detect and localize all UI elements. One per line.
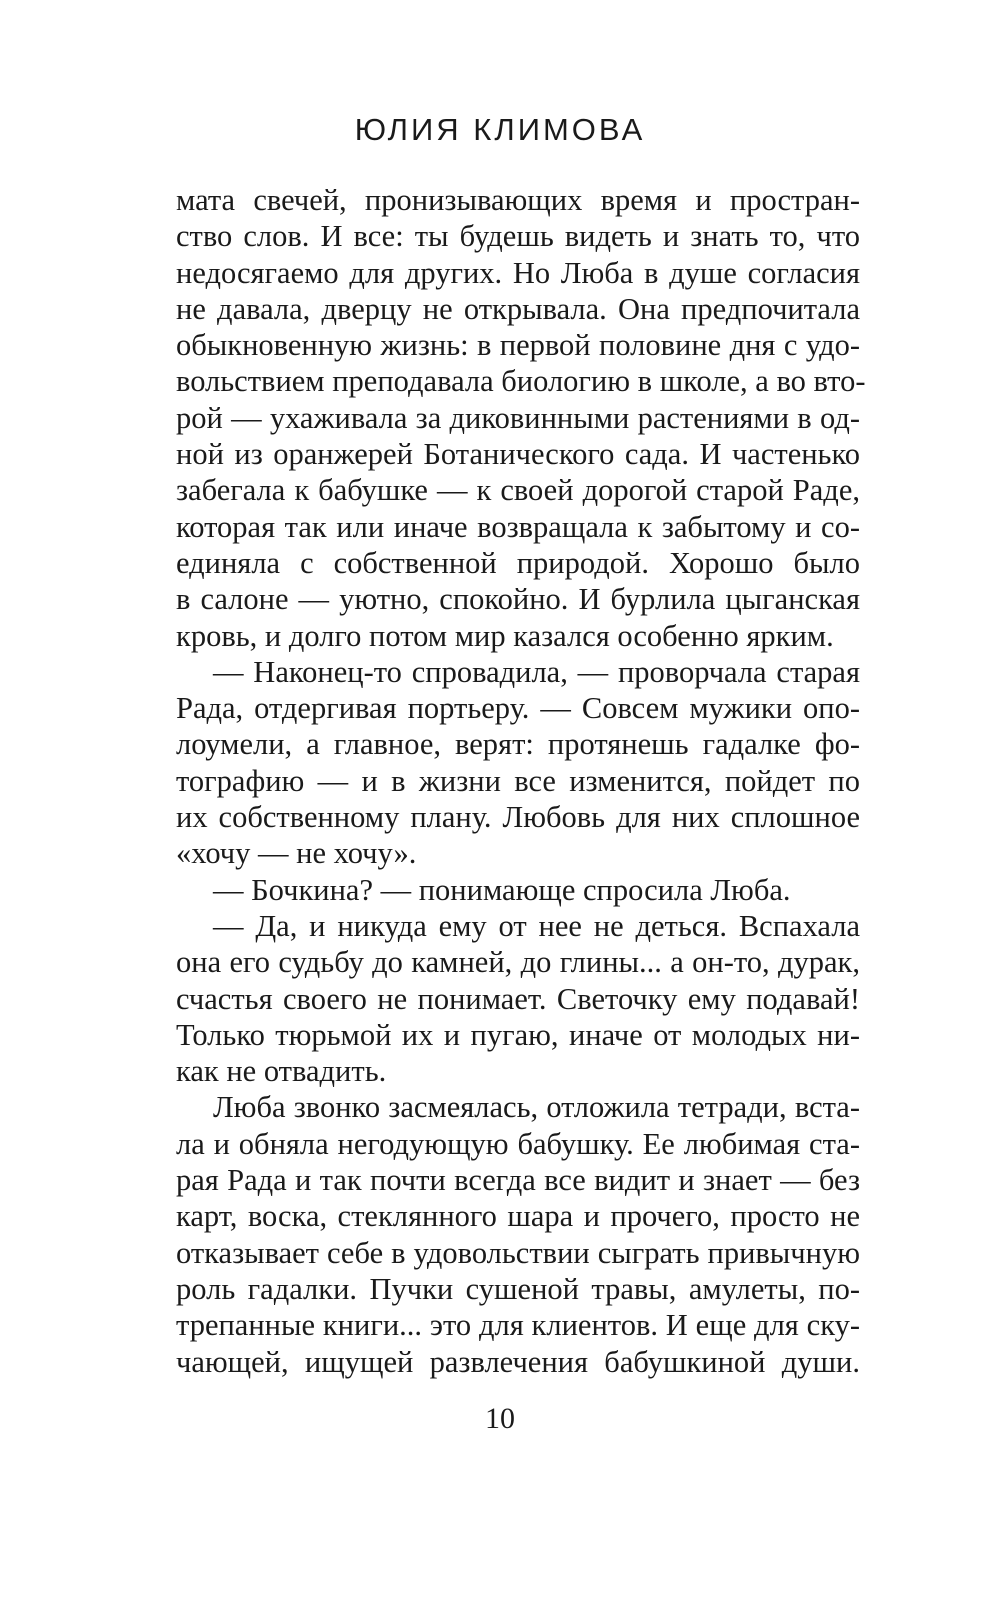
page-number: 10 xyxy=(485,1402,515,1435)
dialogue-line: — Бочкина? — понимающе спросила Люба. xyxy=(213,872,791,907)
body-text xyxy=(176,182,866,1380)
text-line: отказывает себе в удовольствии сыграть привычную xyxy=(176,1235,860,1270)
text-line: рой — ухаживала за диковинными растениями в од- xyxy=(176,400,860,435)
dialogue-line: — Наконец-то спровадила, — проворчала старая xyxy=(213,654,860,689)
text-line: лоумели, а главное, верят: протянешь гадалке фо- xyxy=(176,727,860,762)
text-line: вольствием преподавала биологию в школе, а во вто- xyxy=(176,364,866,399)
text-line: их собственному плану. Любовь для них сплошное xyxy=(176,800,860,835)
text-line: рая Рада и так почти всегда все видит и знает — без xyxy=(176,1163,860,1198)
text-line: чающей, ищущей развлечения бабушкиной души. xyxy=(176,1344,860,1379)
paragraph-start-line: Люба звонко засмеялась, отложила тетради, вста- xyxy=(213,1090,860,1125)
text-line: мата свечей, пронизывающих время и простран- xyxy=(176,183,860,217)
text-line: Рада, отдергивая портьеру. — Совсем мужики опо- xyxy=(176,691,860,726)
text-line: карт, воска, стеклянного шара и прочего, просто не xyxy=(176,1199,860,1234)
text-line: ство слов. И все: ты будешь видеть и знать то, что xyxy=(176,219,860,254)
text-line: она его судьбу до камней, до глины... а он-то, дурак, xyxy=(176,945,860,980)
text-line: как не отвадить. xyxy=(176,1054,387,1089)
running-head-author: ЮЛИЯ КЛИМОВА xyxy=(354,112,646,147)
text-line: в салоне — уютно, спокойно. И бурлила цыганская xyxy=(176,582,860,617)
text-line: единяла с собственной природой. Хорошо было xyxy=(176,545,860,580)
dialogue-line: — Да, и никуда ему от нее не деться. Вспахала xyxy=(213,908,860,943)
text-line: недосягаемо для других. Но Люба в душе согласия xyxy=(176,255,860,290)
text-line: счастья своего не понимает. Светочку ему подавай! xyxy=(176,981,860,1016)
text-line: забегала к бабушке — к своей дорогой старой Раде, xyxy=(176,473,860,508)
text-line: трепанные книги... это для клиентов. И еще для ску- xyxy=(176,1308,860,1343)
text-line: не давала, дверцу не открывала. Она предпочитала xyxy=(176,291,860,326)
text-line: тографию — и в жизни все изменится, пойдет по xyxy=(176,763,860,798)
text-line: которая так или иначе возвращала к забытому и со- xyxy=(176,509,860,544)
text-line: обыкновенную жизнь: в первой половине дня с удо- xyxy=(176,328,860,363)
text-line: Только тюрьмой их и пугаю, иначе от молодых ни- xyxy=(176,1017,860,1052)
text-line: кровь, и долго потом мир казался особенно ярким. xyxy=(176,618,834,653)
text-line: роль гадалки. Пучки сушеной травы, амулеты, по- xyxy=(176,1271,860,1306)
text-line: «хочу — не хочу». xyxy=(176,836,417,871)
text-line: ла и обняла негодующую бабушку. Ее любимая ста- xyxy=(176,1126,860,1161)
text-line: ной из оранжерей Ботанического сада. И частенько xyxy=(176,437,860,472)
